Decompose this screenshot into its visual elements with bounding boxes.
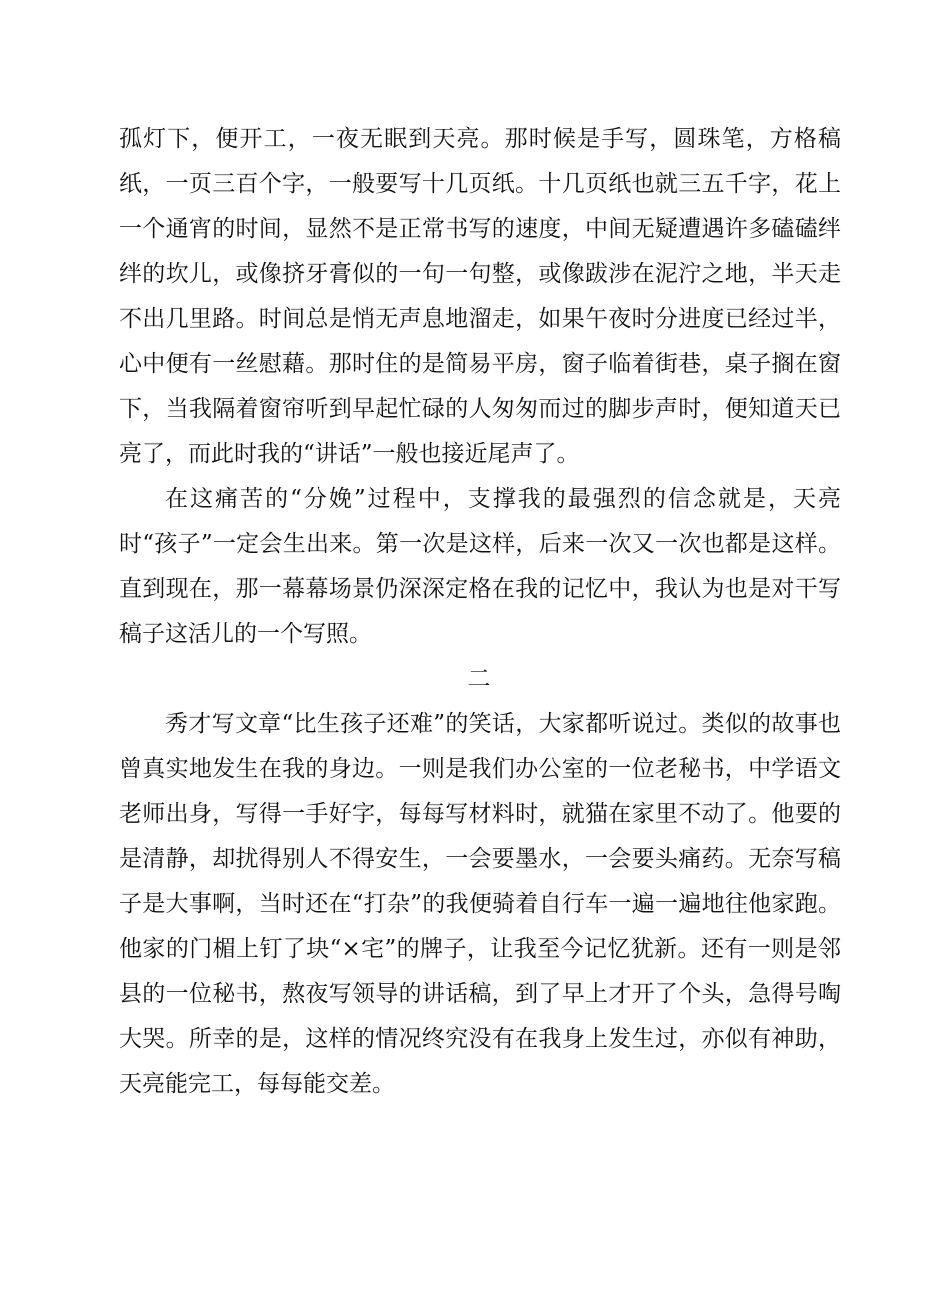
paragraph-anecdotes: 秀才写文章“比生孩子还难”的笑话，大家都听说过。类似的故事也曾真实地发生在我的身边。一则是我们办公室的一位老秘书，中学语文老师出身，写得一手好字，每每写材料时，就猫在家里不动了。他要的是清静，却扰得别人不得安生，一会要墨水，一会要头痛药。无奈写稿子是大事啊，当时还在“打杂”的我便骑着自行车一遍一遍地往他家跑。他家的门楣上钉了块“×宅”的牌子，让我至今记忆犹新。还有一则是邻县的一位秘书，熬夜写领导的讲话稿，到了早上才开了个头，急得号啕大哭。所幸的是，这样的情况终究没有在我身上发生过，亦似有神助，天亮能完工，每每能交差。 — [119, 711, 841, 1097]
section-heading: 二 — [467, 666, 493, 692]
paragraph-belief: 在这痛苦的“分娩”过程中，支撑我的最强烈的信念就是，天亮时“孩子”一定会生出来。第一次是这样，后来一次又一次也都是这样。直到现在，那一幕幕场景仍深深定格在我的记忆中，我认为也是对干写稿子这活儿的一个写照。 — [119, 486, 841, 647]
paragraph-continued: 孤灯下，便开工，一夜无眠到天亮。那时候是手写，圆珠笔，方格稿纸，一页三百个字，一般要写十几页纸。十几页纸也就三五千字，花上一个通宵的时间，显然不是正常书写的速度，中间无疑遭遇许多磕磕绊绊的坎儿，或像挤牙膏似的一句一句整，或像跋涉在泥泞之地，半天走不出几里路。时间总是悄无声息地溜走，如果午夜时分进度已经过半，心中便有一丝慰藉。那时住的是简易平房，窗子临着街巷，桌子搁在窗下，当我隔着窗帘听到早起忙碌的人匆匆而过的脚步声时，便知道天已亮了，而此时我的“讲话”一般也接近尾声了。 — [119, 126, 841, 467]
document-page — [119, 117, 841, 1107]
